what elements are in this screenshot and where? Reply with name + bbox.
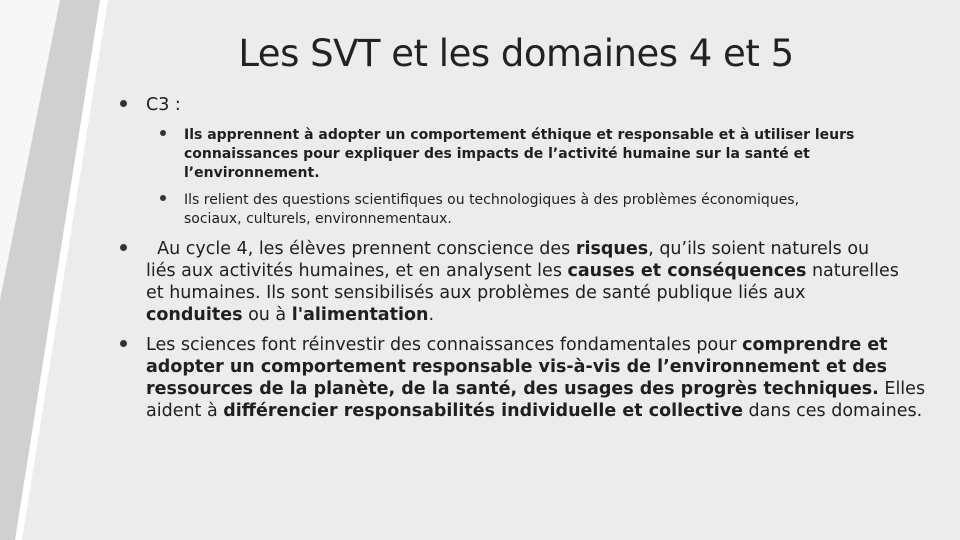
sub1-line-2: connaissances pour expliquer des impacts de l’activité humaine sur la santé et — [184, 146, 810, 162]
bullet-dot-icon — [120, 244, 127, 251]
p2-line-3: et humaines. Ils sont sensibilisés aux problèmes de santé publique liés aux — [146, 283, 806, 303]
p2-bold-causes: causes et conséquences — [567, 261, 807, 281]
p2-bold-alimentation: l'alimentation — [291, 305, 429, 325]
bullet-cycle4 — [146, 238, 906, 326]
bullet-dot-icon — [160, 195, 166, 201]
p3-text: Les sciences font réinvestir des connaissances fondamentales pour — [146, 335, 743, 355]
p3-text: Elles — [878, 379, 926, 399]
p2-text: naturelles — [806, 261, 899, 281]
bullet-dot-icon — [160, 130, 166, 136]
bullet-sciences — [146, 334, 926, 422]
p3-text: aident à — [146, 401, 224, 421]
sub2-line-2: sociaux, culturels, environnementaux. — [184, 211, 452, 227]
p3-bold-differencier: différencier responsabilités individuelle et collective — [223, 401, 743, 421]
p3-bold-comprendre: comprendre et — [742, 335, 888, 355]
sub1-line-1: Ils apprennent à adopter un comportement éthique et responsable et à utiliser leurs — [184, 127, 855, 143]
p3-text: dans ces domaines. — [742, 401, 923, 421]
p2-text: Au cycle 4, les élèves prennent conscience des — [157, 239, 576, 259]
sub-bullet-questions — [184, 191, 884, 229]
p3-line-4 — [146, 400, 926, 422]
p3-bold-ressources: ressources de la planète, de la santé, des usages des progrès techniques. — [146, 379, 879, 399]
p2-bold-risques: risques — [575, 239, 649, 259]
p3-bold-adopter: adopter un comportement responsable vis-à-vis de l’environnement et des — [146, 357, 888, 377]
c3-label: C3 : — [146, 95, 181, 115]
p3-line-2 — [146, 356, 926, 378]
bullet-dot-icon — [120, 100, 127, 107]
sub2-line-1: Ils relient des questions scientifiques ou technologiques à des problèmes économiques, — [184, 192, 800, 208]
p2-text: , qu’ils soient naturels ou — [648, 239, 870, 259]
slide-title: Les SVT et les domaines 4 et 5 — [238, 32, 794, 75]
p3-line-1 — [146, 334, 926, 356]
p2-line-1 — [146, 238, 906, 260]
p2-line-4 — [146, 304, 906, 326]
bullet-dot-icon — [120, 340, 127, 347]
p2-bold-conduites: conduites — [146, 305, 243, 325]
p2-text: . — [428, 305, 435, 325]
bullet-c3 — [146, 94, 181, 116]
p2-text: ou à — [242, 305, 292, 325]
sub-bullet-ethique — [184, 126, 884, 183]
sub1-line-3: l’environnement. — [184, 165, 320, 181]
p2-line-2 — [146, 260, 906, 282]
p3-line-3 — [146, 378, 926, 400]
p2-text: liés aux activités humaines, et en analysent les — [146, 261, 568, 281]
